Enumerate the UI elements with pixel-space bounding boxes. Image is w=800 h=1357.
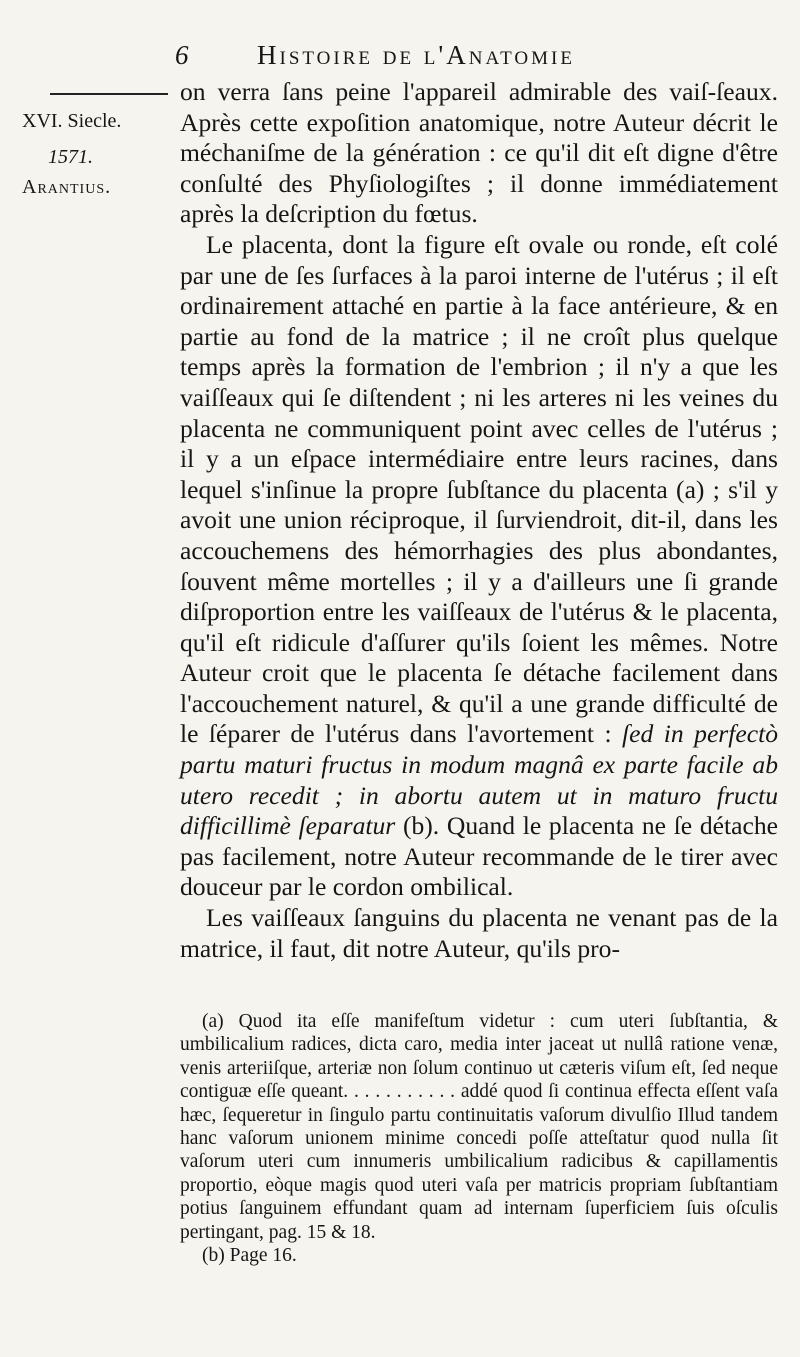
paragraph-3: Les vaiſſeaux ſanguins du placenta ne venant pas de la matrice, il faut, dit notre Auteur, qu'ils pro- — [180, 903, 778, 963]
footnote-b: (b) Page 16. — [202, 1245, 297, 1267]
margin-author: Arantius. — [22, 176, 112, 198]
footnotes — [180, 1010, 778, 1267]
margin-rule — [50, 93, 168, 95]
paragraph-2-end: (b). Quand le placenta ne ſe détache pas facilement, notre Auteur recommande de le tirer avec douceur par le cordon ombilical. — [180, 811, 778, 902]
margin-century: XVI. Siecle. — [22, 110, 122, 132]
paragraph-2 — [180, 230, 778, 903]
paragraph-1: on verra ſans peine l'appareil admirable des vaiſ-ſeaux. Après cette expoſition anatomique, notre Auteur décrit le méchaniſme de la génération : ce qu'il dit eſt digne d'être conſulté des Phyſiologiſtes ; il donne immédiatement après la deſcription du fœtus. — [180, 77, 778, 229]
main-text — [180, 77, 778, 964]
footnote-a: (a) Quod ita eſſe manifeſtum videtur : cum uteri ſubſtantia, & umbilicalium radices, dicta caro, media inter jaceat ut nullâ ratione venæ, venis arteriiſque, arteriæ non ſolum continuo ut cæteris viſum eſt, ſed neque contiguæ eſſe queant. . . . . . . . . . . addé quod ſi continua effecta eſſent vaſa hæc, ſequeretur in ſingulo partu continuitatis vaſorum divulſio Illud tandem hanc vaſorum unionem minime concedi poſſe atteſtatur quod nulla ſit vaſorum uteri cum innumeris umbilicalium radicibus & capillamentis proportio, eòque magis quod uteri vaſa per matricis propriam ſubſtantiam potius ſanguinem effundant quam ad internam ſuperficiem ſuis oſculis pertingant, pag. 15 & 18. — [180, 1011, 778, 1243]
page-header — [175, 40, 785, 80]
page-number: 6 — [175, 40, 191, 70]
paragraph-2-start: Le placenta, dont la figure eſt ovale ou ronde, eſt colé par une de ſes ſurfaces à la paroi interne de l'utérus ; il eſt ordinairement attaché en partie à la face antérieure, & en partie au fond de la matrice ; il ne croît plus quelque temps après la formation de l'embrion ; il n'y a que les vaiſſeaux qui ſe diſtendent ; ni les arteres ni les veines du placenta ne communiquent point avec celles de l'utérus ; il y a un eſpace intermédiaire entre leurs racines, dans lequel s'inſinue la propre ſubſtance du placenta (a) ; s'il y avoit une union réciproque, il ſurviendroit, dit-il, dans les accouchemens des hémorrhagies des plus abondantes, ſouvent même mortelles ; il y a d'ailleurs une ſi grande diſproportion entre les vaiſſeaux de l'utérus & le placenta, qu'il eſt ridicule d'aſſurer qu'ils ſoient les mêmes. Notre Auteur croit que le placenta ſe détache facilement dans l'accouchement naturel, & qu'il a une grande difficulté de le ſéparer de l'utérus dans l'avortement : — [180, 229, 778, 749]
running-title: Histoire de l'Anatomie — [257, 40, 575, 70]
latin-quote: ſed in perfectò partu maturi fructus in modum magnâ ex parte facile ab utero recedit ; in abortu autem ut in maturo fructu difficillimè ſeparatur — [180, 719, 779, 841]
margin-year: 1571. — [48, 146, 93, 168]
